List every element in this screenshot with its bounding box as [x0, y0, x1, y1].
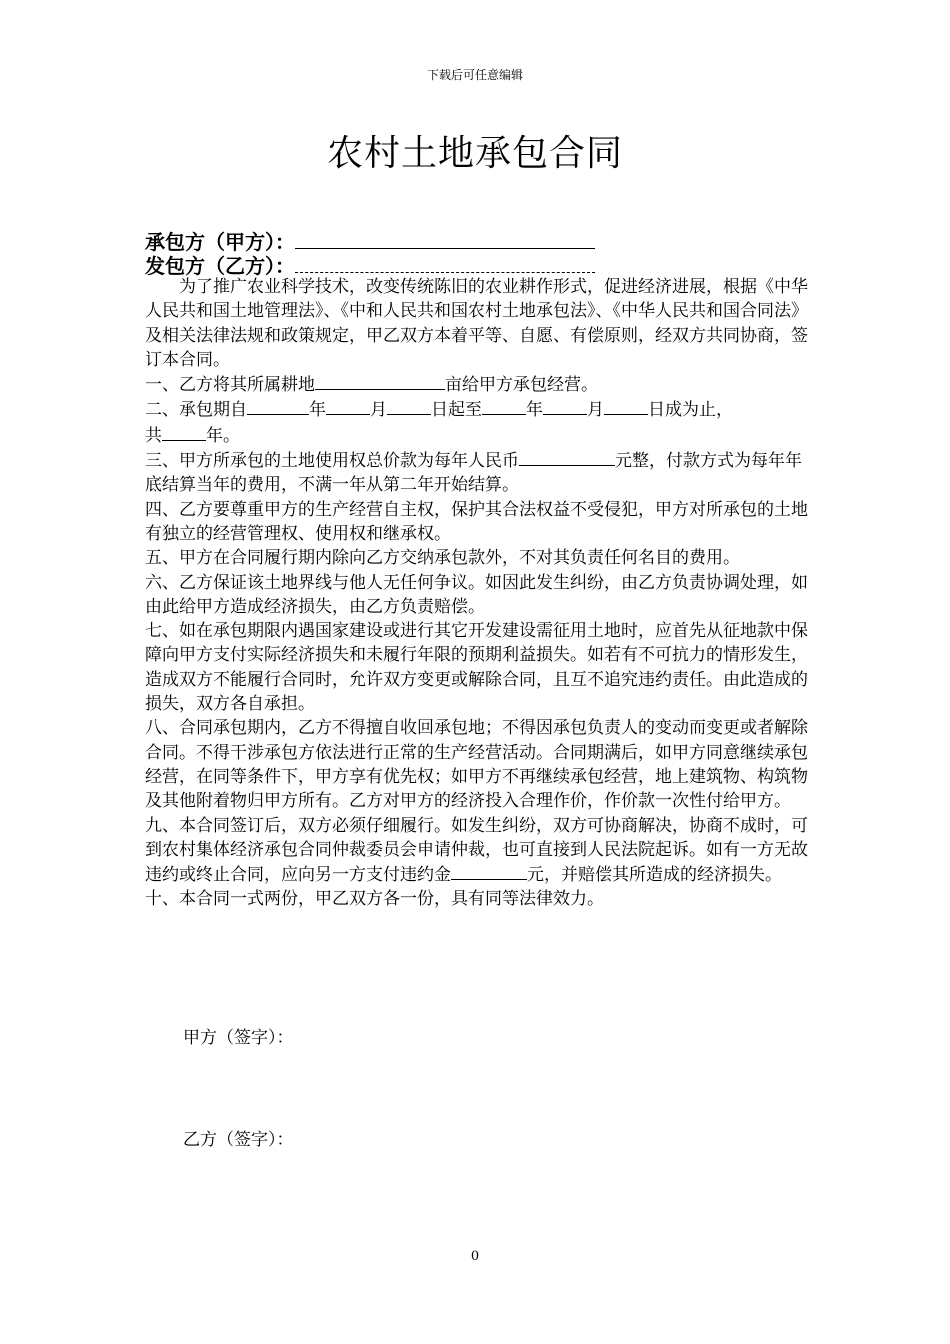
clause-9-text-a: 九、本合同签订后，双方必须仔细履行。如发生纠纷，双方可协商解决，协商不成时，可到农村集体经济承包合同仲裁委员会申请仲裁，也可直接到人民法院起诉。如有一方无故违约或终止合同，应向另一方支付违约金	[145, 815, 808, 886]
clause-7: 七、如在承包期限内遇国家建设或进行其它开发建设需征用土地时，应首先从征地款中保障向甲方支付实际经济损失和未履行年限的预期利益损失。如若有不可抗力的情形发生，造成双方不能履行合同时，允许双方变更或解除合同，且互不追究违约责任。由此造成的损失，双方各自承担。	[145, 621, 808, 715]
party-b-blank	[295, 251, 595, 273]
start-year-blank	[247, 397, 309, 415]
clause-3-text-a: 三、甲方所承包的土地使用权总价款为每年人民币	[145, 451, 519, 472]
price-blank	[519, 448, 615, 466]
clause-2-day-to: 日起至	[431, 400, 482, 421]
end-year-blank	[482, 397, 526, 415]
clause-2-total-end: 年。	[206, 425, 240, 446]
end-day-blank	[604, 397, 648, 415]
clause-2-month: 月	[370, 400, 387, 421]
start-day-blank	[387, 397, 431, 415]
party-a-label: 承包方（甲方）：	[145, 230, 295, 254]
total-years-blank	[162, 423, 206, 441]
signature-party-b: 乙方（签字）：	[183, 1130, 294, 1150]
area-blank	[315, 372, 445, 390]
clause-2-text-a: 二、承包期自	[145, 400, 247, 421]
clause-1	[145, 372, 815, 397]
clause-2-year2: 年	[526, 400, 543, 421]
clause-4: 四、乙方要尊重甲方的生产经营自主权，保护其合法权益不受侵犯，甲方对所承包的土地有独立的经营管理权、使用权和继承权。	[145, 499, 808, 544]
signature-party-a: 甲方（签字）：	[183, 1028, 294, 1048]
contract-body	[145, 275, 815, 912]
clause-2-year: 年	[309, 400, 326, 421]
party-a-blank	[295, 227, 595, 249]
page-number: 0	[470, 1249, 480, 1264]
start-month-blank	[326, 397, 370, 415]
clause-10: 十、本合同一式两份，甲乙双方各一份，具有同等法律效力。	[145, 889, 604, 910]
clause-2-month2: 月	[587, 400, 604, 421]
header-note: 下载后可任意编辑	[426, 68, 523, 82]
clause-1-text-a: 一、乙方将其所属耕地	[145, 375, 315, 396]
clause-2-end: 日成为止，	[648, 400, 733, 421]
clause-9-text-b: 元，并赔偿其所造成的经济损失。	[527, 865, 782, 886]
end-month-blank	[543, 397, 587, 415]
clause-6: 六、乙方保证该土地界线与他人无任何争议。如因此发生纠纷，由乙方负责协调处理，如由此给甲方造成经济损失，由乙方负责赔偿。	[145, 572, 808, 617]
clause-5: 五、甲方在合同履行期内除向乙方交纳承包款外，不对其负责任何名目的费用。	[145, 548, 740, 569]
clause-3-text-b: 元整，付款方式为每年年底结算当年的费用，不满一年从第二年开始结算。	[145, 451, 802, 496]
document-title: 农村土地承包合同	[326, 133, 623, 174]
clause-8: 八、合同承包期内，乙方不得擅自收回承包地；不得因承包负责人的变动而变更或者解除合同。不得干涉承包方依法进行正常的生产经营活动。合同期满后，如甲方同意继续承包经营，在同等条件下，甲方享有优先权；如甲方不再继续承包经营，地上建筑物、构筑物及其他附着物归甲方所有。乙方对甲方的经济投入合理作价，作价款一次性付给甲方。	[145, 718, 808, 812]
clause-2	[145, 397, 815, 448]
intro-paragraph: 为了推广农业科学技术，改变传统陈旧的农业耕作形式，促进经济进展，根据《中华人民共和国土地管理法》、《中和人民共和国农村土地承包法》、《中华人民共和国合同法》及相关法律法规和政策规定，甲乙双方本着平等、自愿、有偿原则，经双方共同协商，签订本合同。	[145, 277, 808, 370]
clause-9	[145, 814, 815, 888]
clause-1-text-b: 亩给甲方承包经营。	[445, 375, 598, 396]
party-b-label: 发包方（乙方）：	[145, 254, 295, 278]
penalty-blank	[451, 862, 527, 880]
clause-3	[145, 448, 815, 498]
clause-2-total: 共	[145, 425, 162, 446]
